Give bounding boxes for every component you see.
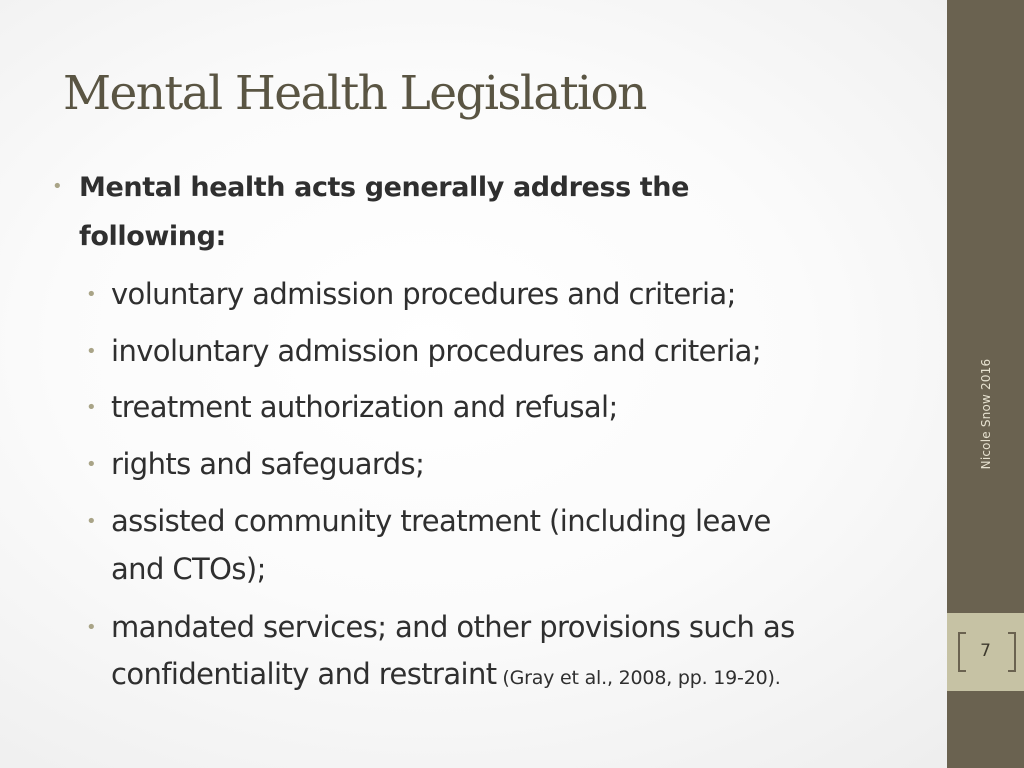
sub-bullet-voluntary-admission: voluntary admission procedures and criteria;	[111, 277, 736, 311]
bullet-icon: •	[52, 176, 63, 197]
sub-bullet-treatment-authorization: treatment authorization and refusal;	[111, 390, 618, 424]
slide-title: Mental Health Legislation	[63, 66, 646, 121]
bullet-icon: •	[86, 454, 97, 475]
footer-author: Nicole Snow 2016	[979, 358, 993, 470]
bullet-icon: •	[86, 341, 97, 362]
bullet-icon: •	[86, 397, 97, 418]
citation: (Gray et al., 2008, pp. 19-20).	[496, 667, 781, 689]
main-bullet-line-2: following:	[79, 221, 226, 252]
sub-bullet-mandated-services-line-2	[111, 657, 781, 691]
sub-bullet-assisted-community-line-1: assisted community treatment (including leave	[111, 504, 771, 538]
bullet-icon: •	[86, 511, 97, 532]
bullet-icon: •	[86, 617, 97, 638]
main-bullet-line-1: Mental health acts generally address the	[79, 172, 690, 203]
sub-bullet-assisted-community-line-2: and CTOs);	[111, 552, 266, 586]
sub-bullet-rights-safeguards: rights and safeguards;	[111, 447, 425, 481]
bullet-icon: •	[86, 284, 97, 305]
page-number: 7	[980, 641, 991, 661]
sub-bullet-mandated-services-line-1: mandated services; and other provisions such as	[111, 610, 795, 644]
sub-bullet-involuntary-admission: involuntary admission procedures and criteria;	[111, 334, 762, 368]
sub-bullet-mandated-services-text: confidentiality and restraint	[111, 657, 497, 691]
